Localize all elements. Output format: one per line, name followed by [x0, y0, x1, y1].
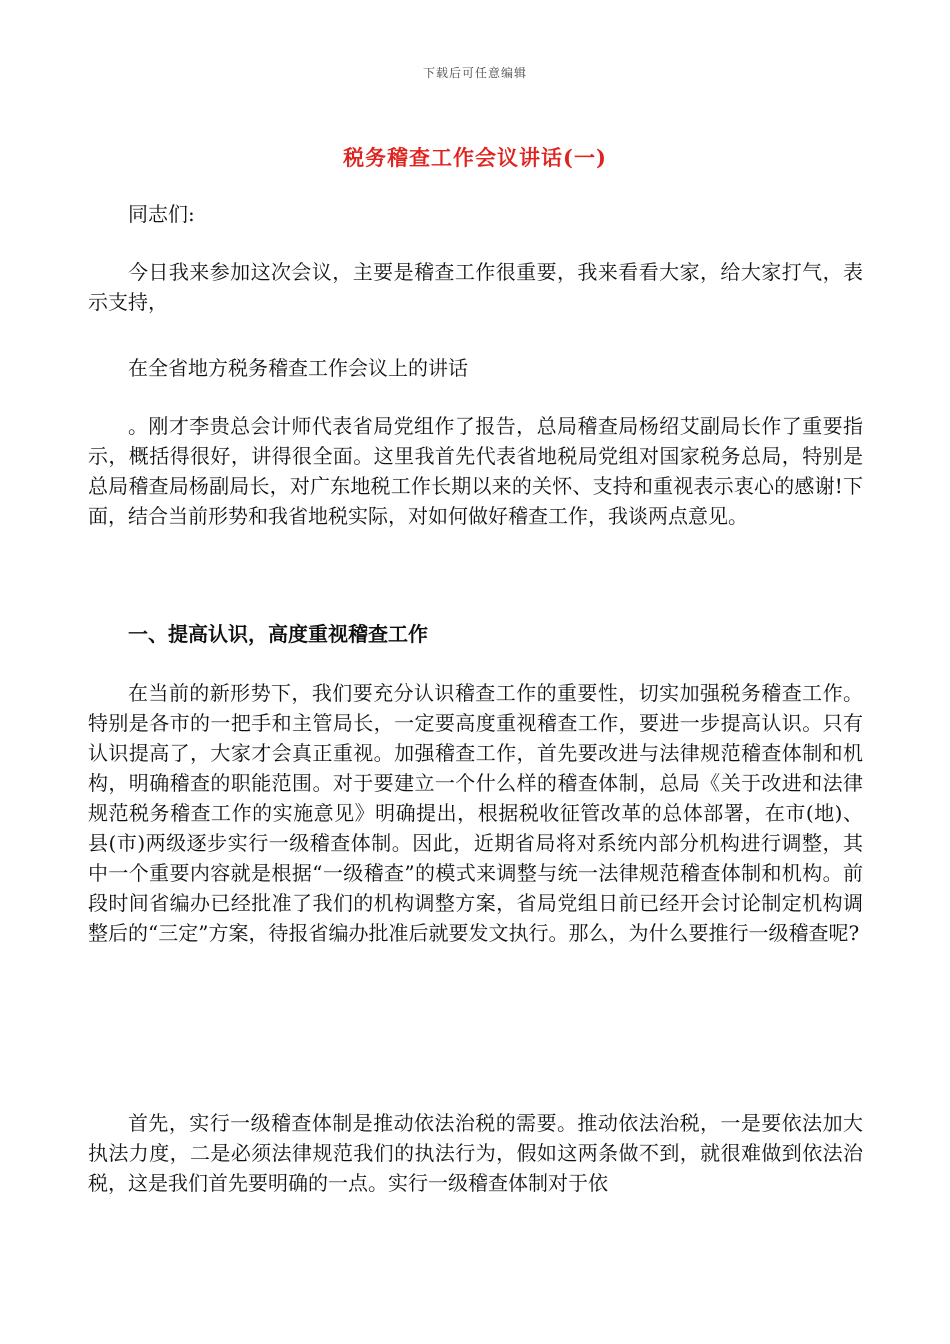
paragraph-1: 今日我来参加这次会议，主要是稽查工作很重要，我来看看大家，给大家打气，表示支持，: [88, 260, 863, 314]
paragraph-3: 。刚才李贵总会计师代表省局党组作了报告，总局稽查局杨绍艾副局长作了重要指示，概括得很好，讲得很全面。这里我首先代表省地税局党组对国家税务总局，特别是总局稽查局杨副局长，对广东地税工作长期以来的关怀、支持和重视表示衷心的感谢!下面，结合当前形势和我省地税实际，对如何做好稽查工作，我谈两点意见。: [88, 414, 863, 528]
header-note: 下载后可任意编辑: [422, 66, 527, 80]
section-heading-1-block: [88, 619, 863, 649]
salutation-block: [88, 199, 863, 229]
paragraph-5-block: [88, 1108, 863, 1198]
paragraph-2-block: [88, 353, 863, 383]
paragraph-2: 在全省地方税务稽查工作会议上的讲话: [128, 356, 468, 380]
paragraph-3-block: [88, 411, 863, 531]
paragraph-4-block: [88, 678, 863, 948]
paragraph-5: 首先，实行一级稽查体制是推动依法治税的需要。推动依法治税，一是要依法加大执法力度，二是必须法律规范我们的执法行为，假如这两条做不到，就很难做到依法治税，这是我们首先要明确的一点。实行一级稽查体制对于依: [88, 1111, 863, 1195]
paragraph-1-block: [88, 257, 863, 317]
document-title: 税务稽查工作会议讲话(一): [343, 145, 607, 170]
paragraph-4: 在当前的新形势下，我们要充分认识稽查工作的重要性，切实加强税务稽查工作。特别是各市的一把手和主管局长，一定要高度重视稽查工作，要进一步提高认识。只有认识提高了，大家才会真正重视。加强稽查工作，首先要改进与法律规范稽查体制和机构，明确稽查的职能范围。对于要建立一个什么样的稽查体制，总局《关于改进和法律规范税务稽查工作的实施意见》明确提出，根据税收征管改革的总体部署，在市(地)、县(市)两级逐步实行一级稽查体制。因此，近期省局将对系统内部分机构进行调整，其中一个重要内容就是根据“一级稽查”的模式来调整与统一法律规范稽查体制和机构。前段时间省编办已经批准了我们的机构调整方案，省局党组日前已经开会讨论制定机构调整后的“三定”方案，待报省编办批准后就要发文执行。那么，为什么要推行一级稽查呢?: [88, 681, 863, 945]
section-heading-1: 一、提高认识，高度重视稽查工作: [128, 622, 428, 646]
salutation: 同志们:: [128, 202, 195, 226]
